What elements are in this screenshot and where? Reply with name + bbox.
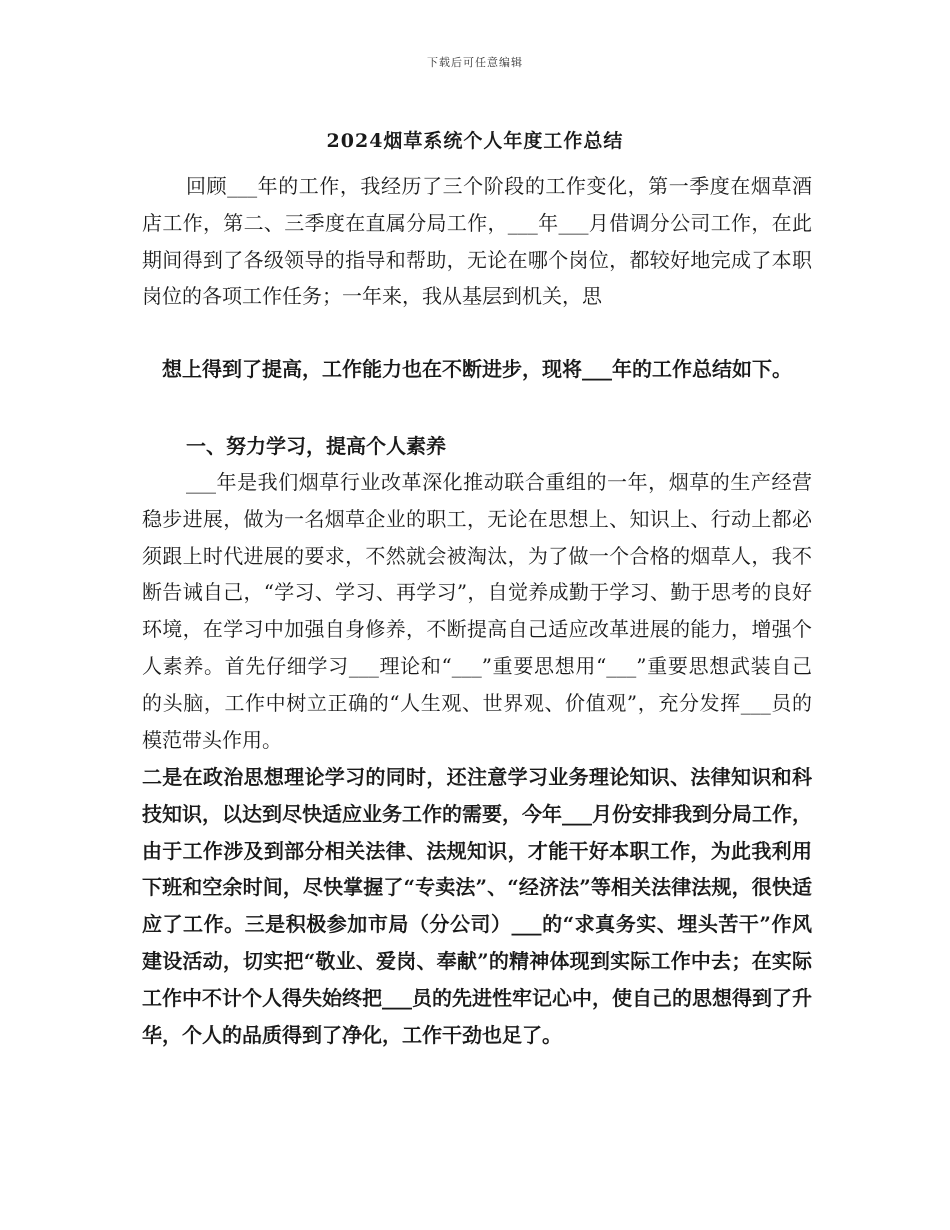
document-title: 2024烟草系统个人年度工作总结 — [326, 130, 624, 152]
paragraph-study-continued: 二是在政治思想理论学习的同时，还注意学习业务理论知识、法律知识和科技知识，以达到尽快适应业务工作的需要，今年___月份安排我到分局工作，由于工作涉及到部分相关法律、法规知识，才能干好本职工作，为此我利用下班和空余时间，尽快掌握了“专卖法”、“经济法”等相关法律法规，很快适应了工作。三是积极参加市局（分公司）___的“求真务实、埋头苦干”作风建设活动，切实把“敬业、爱岗、奉献”的精神体现到实际工作中去；在实际工作中不计个人得失始终把___员的先进性牢记心中，使自己的思想得到了升华，个人的品质得到了净化，工作干劲也足了。 — [142, 765, 812, 1047]
paragraph-summary-intro: 想上得到了提高，工作能力也在不断进步，现将___年的工作总结如下。 — [162, 357, 792, 381]
paragraph-study: ___年是我们烟草行业改革深化推动联合重组的一年，烟草的生产经营稳步进展，做为一名烟草企业的职工，无论在思想上、知识上、行动上都必须跟上时代进展的要求，不然就会被淘汰，为了做一个合格的烟草人，我不断告诫自己，“学习、学习、再学习”，自觉养成勤于学习、勤于思考的良好环境，在学习中加强自身修养，不断提高自己适应改革进展的能力，增强个人素养。首先仔细学习___理论和“___”重要思想用“___”重要思想武装自己的头脑，工作中树立正确的“人生观、世界观、价值观”，充分发挥___员的模范带头作用。 — [142, 470, 812, 752]
section-heading-1: 一、努力学习，提高个人素养 — [186, 434, 446, 458]
paragraph-intro: 回顾___年的工作，我经历了三个阶段的工作变化，第一季度在烟草酒店工作，第二、三季度在直属分局工作，___年___月借调分公司工作，在此期间得到了各级领导的指导和帮助，无论在哪个岗位，都较好地完成了本职岗位的各项工作任务；一年来，我从基层到机关，思 — [142, 174, 812, 309]
header-note: 下载后可任意编辑 — [427, 56, 523, 69]
